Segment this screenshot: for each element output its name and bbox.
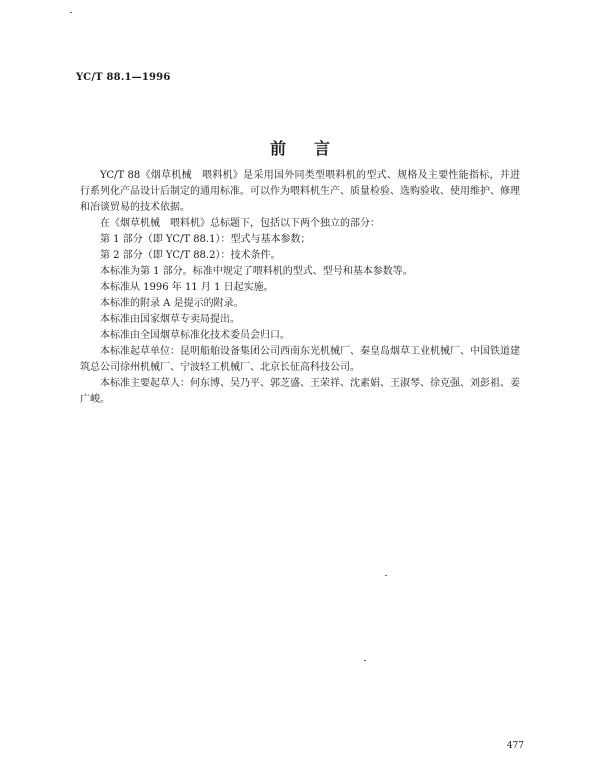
foreword-body — [80, 168, 520, 408]
paragraph: 本标准为第 1 部分。标准中规定了喂料机的型式、型号和基本参数等。 — [100, 266, 413, 277]
page-title: 前言 — [269, 139, 358, 158]
paragraph: 在《烟草机械 喂料机》总标题下，包括以下两个独立的部分： — [100, 218, 380, 229]
paragraph: YC/T 88《烟草机械 喂料机》是采用国外同类型喂料机的型式、规格及主要性能指标，并进行系列化产品设计后制定的通用标准。可以作为喂料机生产、质量检验、选购验收、使用维护、修理和冶谈贸易的技术依据。 — [80, 170, 520, 213]
paragraph: 本标准由全国烟草标准化技术委员会归口。 — [100, 330, 290, 341]
paragraph: 第 2 部分（即 YC/T 88.2）：技术条件。 — [100, 250, 281, 261]
paragraph: 本标准的附录 A 是提示的附录。 — [100, 298, 244, 309]
paragraph: 本标准由国家烟草专卖局提出。 — [100, 314, 240, 325]
paragraph: 本标准起草单位：昆明船舶设备集团公司西南东光机械厂、秦皇岛烟草工业机械厂、中国铁道建筑总公司徐州机械厂、宁波轻工机械厂、北京长征高科技公司。 — [80, 346, 520, 373]
page-number: 477 — [506, 741, 524, 751]
paragraph: 本标准主要起草人：何东博、吴乃平、郭芝盛、王荣祥、沈素娟、王淑琴、徐克强、刘彭祖、姜广峻。 — [80, 378, 520, 405]
document-code: YC/T 88.1—1996 — [76, 72, 171, 83]
scan-speck — [364, 660, 366, 661]
paragraph: 本标准从 1996 年 11 月 1 日起实施。 — [100, 282, 274, 293]
scan-speck — [70, 12, 72, 13]
paragraph: 第 1 部分（即 YC/T 88.1）：型式与基本参数； — [100, 234, 311, 245]
scan-speck — [385, 575, 387, 576]
